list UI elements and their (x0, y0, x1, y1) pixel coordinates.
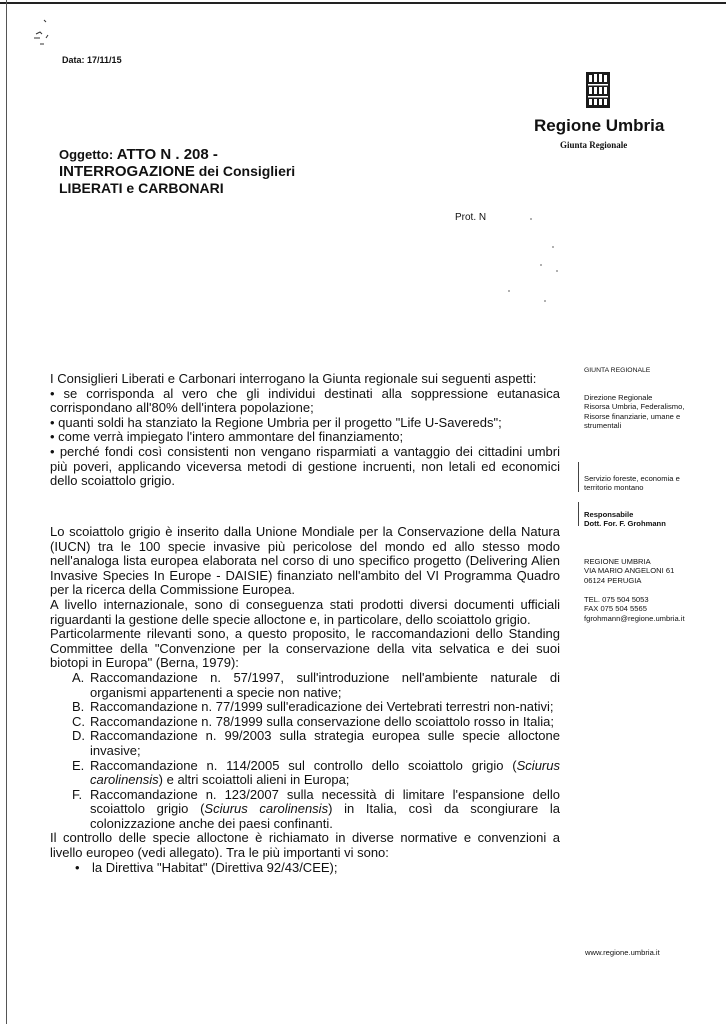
recommendation-item (50, 715, 560, 730)
subject-prefix: Oggetto: (59, 147, 117, 162)
question-item: • quanti soldi ha stanziato la Regione Umbria per il progetto "Life U-Savereds"; (50, 414, 502, 430)
sidebar-servizio (584, 474, 718, 493)
scan-speck (508, 290, 510, 292)
question-item: • come verrà impiegato l'intero ammontare del finanziamento; (50, 429, 404, 445)
question-item: • se corrisponda al vero che gli individui destinati alla soppressione eutanasica corrispondano all'80% dell'intera popolazione; (50, 385, 560, 416)
email-address: fgrohmann@regione.umbria.it (584, 613, 685, 623)
website-url: www.regione.umbria.it (585, 948, 660, 957)
recommendation-item (50, 759, 560, 788)
recommendation-item (50, 700, 560, 715)
giunta-regionale-label: Giunta Regionale (560, 140, 628, 150)
scan-speck (556, 270, 558, 272)
recommendations-list (50, 671, 560, 832)
intro-text: I Consiglieri Liberati e Carbonari interrogano la Giunta regionale sui seguenti aspetti: (50, 371, 537, 386)
species-name: Sciurus carolinensis (90, 757, 560, 788)
sidebar-line: Risorse finanziarie, umane e (584, 411, 681, 421)
recommendation-item (50, 671, 560, 700)
protocol-number: Prot. N (455, 212, 487, 223)
sidebar-giunta: GIUNTA REGIONALE (584, 367, 651, 374)
recommendation-letter: B. (72, 699, 85, 715)
interrogation-section (50, 372, 560, 489)
recommendation-text: ) in Italia, così da scongiurare la colonizzazione anche dei paesi confinanti. (90, 801, 560, 831)
recommendation-letter: D. (72, 728, 85, 744)
scan-speck (544, 300, 546, 302)
recommendation-letter: E. (72, 757, 85, 773)
phone-number: TEL. 075 504 5053 (584, 595, 649, 604)
paragraph-iucn: Lo scoiattolo grigio è inserito dalla Unione Mondiale per la Conservazione della Natura (IUCN) tra le 100 specie invasive più pericolose del mondo ed allo stesso modo nell'analoga lista europea elaborata nel corso di uno specifico progetto (Delivering Alien Invasive Species In Europe - DAISIE) finanziato nell'ambito del VI Programma Quadro per la ricerca della Commissione Europea. (50, 524, 560, 598)
date-label: Data: (62, 55, 85, 65)
scan-speck (530, 218, 532, 220)
corner-scribble (30, 16, 60, 55)
sidebar-line: Risorsa Umbria, Federalismo, (584, 402, 685, 412)
responsabile-label: Responsabile (584, 510, 634, 519)
responsabile-name: Dott. For. F. Grohmann (584, 519, 666, 529)
directives-list (50, 861, 560, 876)
recommendation-letter: C. (72, 713, 85, 729)
regione-umbria-logo (586, 72, 610, 108)
address-line: VIA MARIO ANGELONI 61 (584, 566, 675, 576)
directive-item (50, 861, 560, 876)
question-item: • perché fondi così consistenti non vengano risparmiati a vantaggio dei cittadini umbri più poveri, applicando viceversa metodi di gestione incruenti, non letali ed economici dello scoiattolo grigio. (50, 443, 560, 489)
scan-speck (552, 246, 554, 248)
date-line (62, 55, 122, 65)
subject-names: LIBERATI e CARBONARI (59, 180, 224, 196)
recommendation-letter: A. (72, 669, 85, 685)
background-section (50, 525, 560, 875)
recommendation-item (50, 788, 560, 832)
subject-consiglieri: dei Consiglieri (194, 163, 296, 179)
sidebar-line: Servizio foreste, economia e (584, 474, 680, 483)
sidebar-responsabile (584, 510, 718, 529)
species-name: Sciurus carolinensis (204, 801, 329, 817)
sidebar-direzione (584, 393, 718, 431)
sidebar-separator (578, 502, 579, 526)
directive-bullet: • (75, 859, 80, 875)
recommendation-text: ) e altri scoiattoli alieni in Europa; (158, 772, 350, 788)
region-name: Regione Umbria (534, 116, 665, 135)
sidebar-line: Direzione Regionale (584, 393, 653, 402)
recommendation-text: Raccomandazione n. 114/2005 sul controllo dello scoiattolo grigio ( (90, 757, 517, 773)
subject-interrogazione: INTERROGAZIONE (59, 163, 195, 180)
recommendation-text: Raccomandazione n. 77/1999 sull'eradicazione dei Vertebrati terrestri non-nativi; (90, 699, 554, 715)
sidebar-separator (578, 462, 579, 492)
recommendation-text: Raccomandazione n. 99/2003 sulla strategia europea sulle specie alloctone invasive; (90, 728, 560, 758)
recommendation-text: Raccomandazione n. 78/1999 sulla conservazione dello scoiattolo rosso in Italia; (90, 713, 554, 729)
address-line: REGIONE UMBRIA (584, 557, 651, 566)
recommendation-letter: F. (72, 786, 83, 802)
directive-text: la Direttiva "Habitat" (Direttiva 92/43/CEE); (92, 859, 338, 875)
fax-number: FAX 075 504 5565 (584, 604, 647, 614)
top-border (0, 2, 726, 4)
subject-block (59, 146, 295, 196)
address-line: 06124 PERUGIA (584, 575, 642, 585)
sidebar-contacts (584, 595, 718, 623)
paragraph-normative: Il controllo delle specie alloctone è richiamato in diverse normative e convenzioni a livello europeo (vedi allegato). Tra le più importanti vi sono: (50, 830, 560, 861)
sidebar-line: strumentali (584, 421, 622, 431)
recommendation-text: Raccomandazione n. 57/1997, sull'introduzione nell'ambiente naturale di organismi appartenenti a specie non native; (90, 669, 560, 700)
subject-atto: ATTO N . 208 - (116, 146, 218, 163)
paragraph-standing-committee: Particolarmente rilevanti sono, a questo proposito, le raccomandazioni dello Standing Committee della "Convenzione per la conservazione della vita selvatica e dei suoi biotopi in Europa" (Berna, 1979): (50, 626, 560, 671)
left-border (6, 0, 7, 1024)
date-value: 17/11/15 (87, 55, 122, 65)
sidebar-address (584, 557, 718, 585)
recommendation-item (50, 729, 560, 758)
paragraph-international: A livello internazionale, sono di conseguenza stati prodotti diversi documenti ufficiali riguardanti la gestione delle specie alloctone e, in particolare, dello scoiattolo grigio. (50, 596, 560, 627)
recommendation-text: Raccomandazione n. 123/2007 sulla necessità di limitare l'espansione dello scoiattolo grigio ( (90, 786, 560, 817)
scan-speck (540, 264, 542, 266)
sidebar-line: territorio montano (584, 483, 644, 493)
